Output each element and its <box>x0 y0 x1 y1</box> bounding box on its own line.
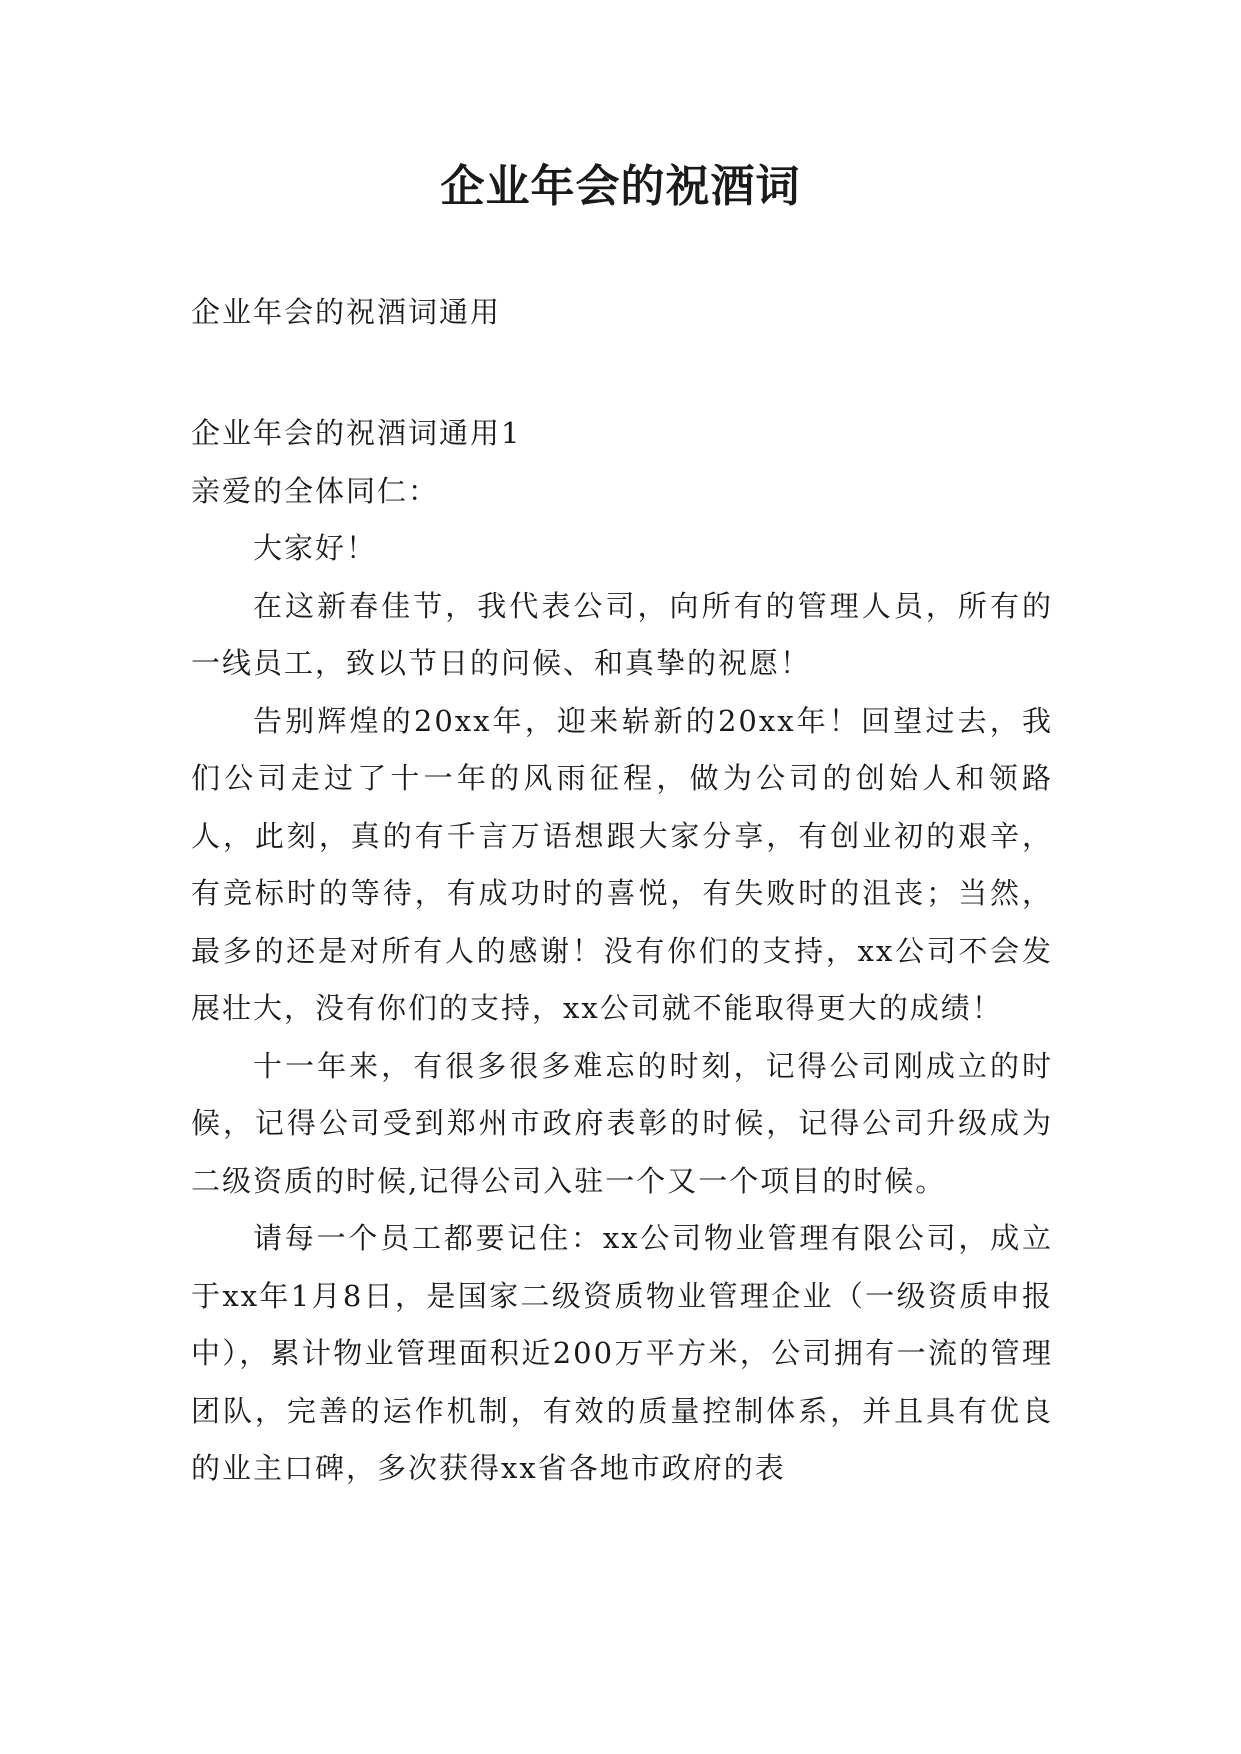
paragraph: 请每一个员工都要记住：xx公司物业管理有限公司，成立于xx年1月8日，是国家二级资质物业管理企业（一级资质申报中），累计物业管理面积近200万平方米，公司拥有一流的管理团队，完善的运作机制，有效的质量控制体系，并且具有优良的业主口碑，多次获得xx省各地市政府的表 <box>191 1221 1053 1485</box>
paragraph: 十一年来，有很多很多难忘的时刻，记得公司刚成立的时候，记得公司受到郑州市政府表彰的时候，记得公司升级成为二级资质的时候,记得公司入驻一个又一个项目的时候。 <box>191 1048 1053 1198</box>
document-subtitle: 企业年会的祝酒词通用 <box>191 295 502 329</box>
paragraph: 告别辉煌的20xx年，迎来崭新的20xx年！回望过去，我们公司走过了十一年的风雨征程，做为公司的创始人和领路人，此刻，真的有千言万语想跟大家分享，有创业初的艰辛，有竞标时的等待，有成功时的喜悦，有失败时的沮丧；当然，最多的还是对所有人的感谢！没有你们的支持，xx公司不会发展壮大，没有你们的支持，xx公司就不能取得更大的成绩！ <box>191 703 1053 1025</box>
paragraph: 在这新春佳节，我代表公司，向所有的管理人员，所有的一线员工，致以节日的问候、和真挚的祝愿！ <box>191 588 1053 680</box>
document-body <box>191 405 1053 1498</box>
section-heading: 企业年会的祝酒词通用1 <box>191 416 522 450</box>
salutation: 亲爱的全体同仁： <box>191 473 440 508</box>
document-title: 企业年会的祝酒词 <box>440 161 801 212</box>
greeting: 大家好！ <box>253 531 378 565</box>
